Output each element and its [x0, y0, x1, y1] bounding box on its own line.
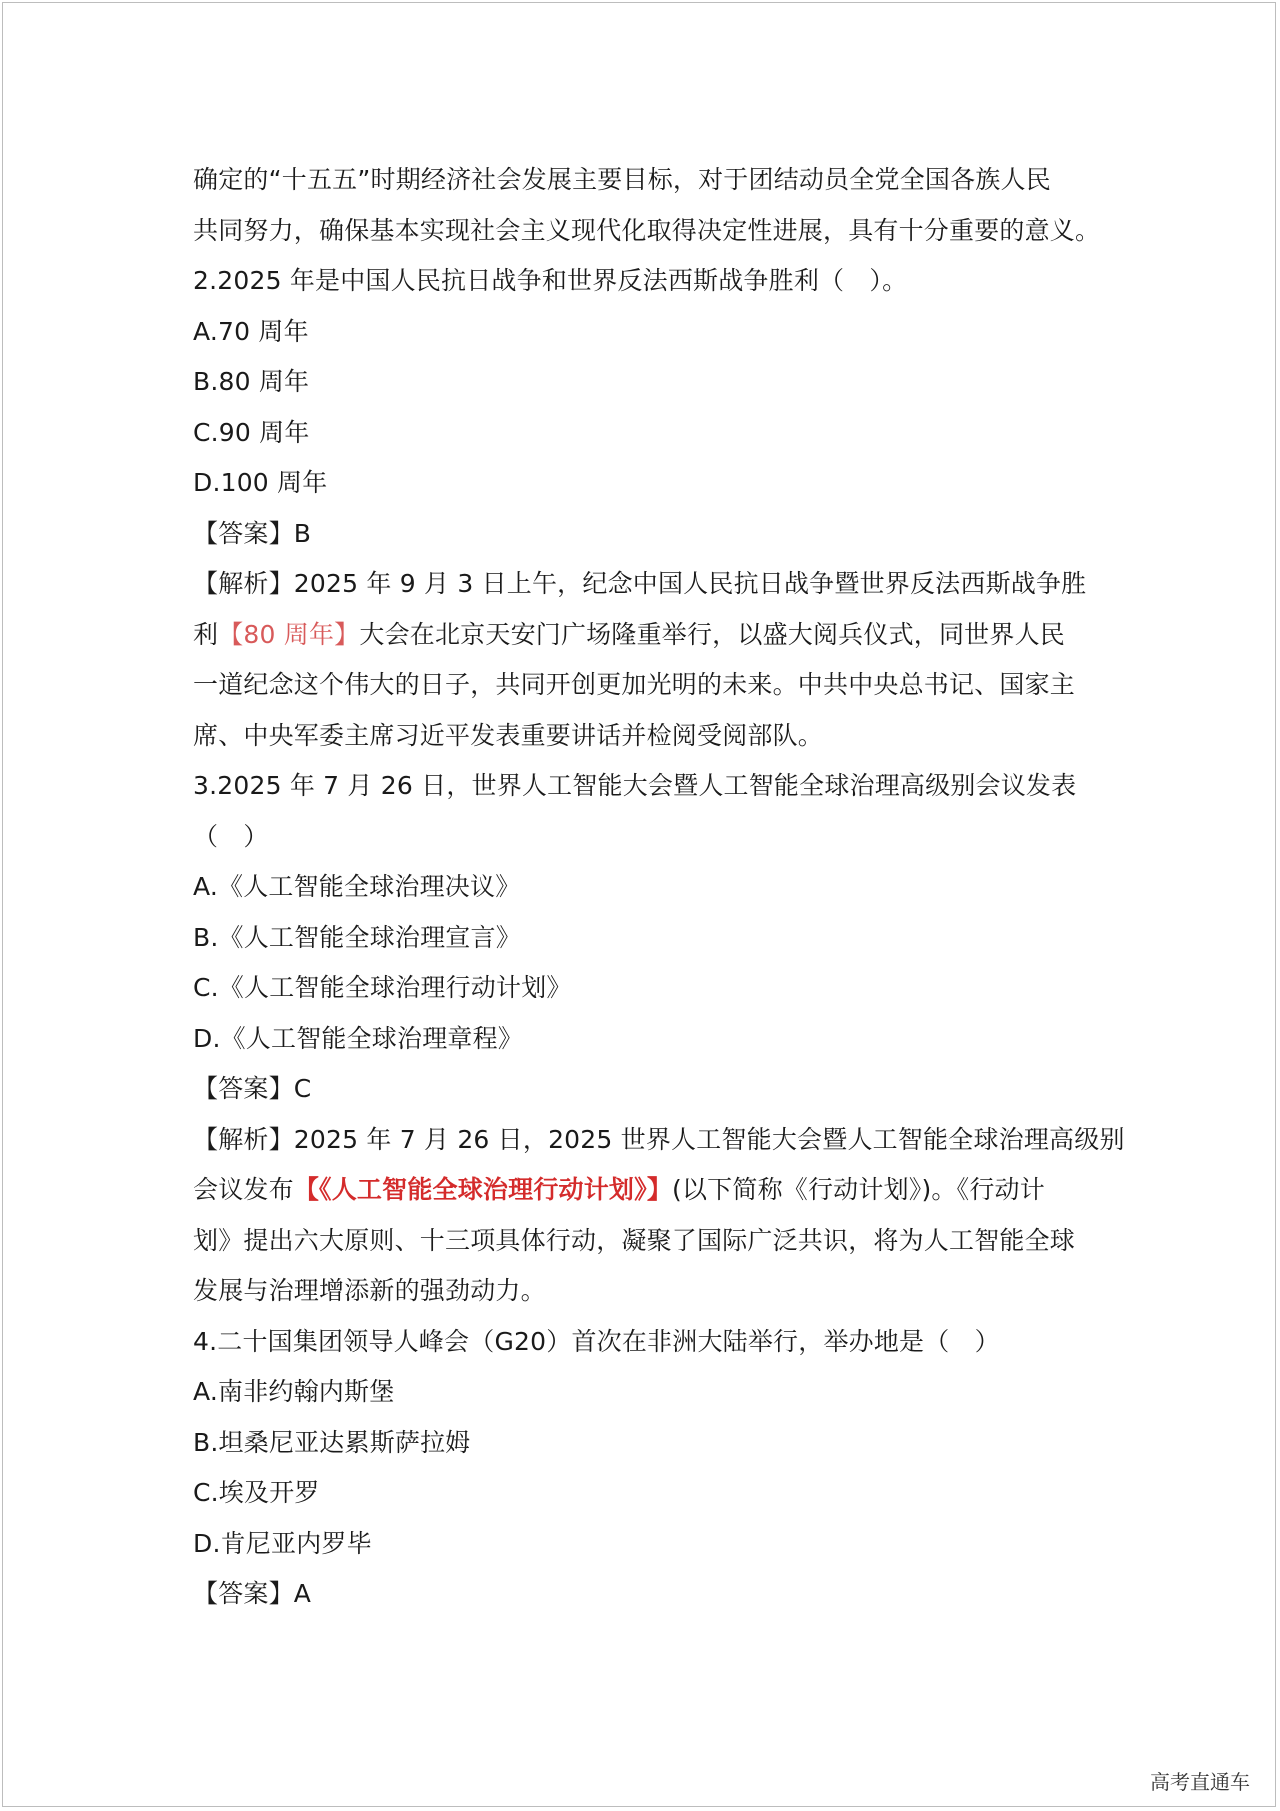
question-4-answer: 【答案】A [193, 1579, 312, 1608]
question-3-option-d: D.《人工智能全球治理章程》 [193, 1023, 523, 1053]
question-3-line-1: 3.2025 年 7 月 26 日，世界人工智能大会暨人工智能全球治理高级别会议发表 [193, 771, 1077, 800]
intro-line-1: 确定的“十五五”时期经济社会发展主要目标，对于团结动员全党全国各族人民 [193, 165, 1051, 194]
question-4: 4.二十国集团领导人峰会（G20）首次在非洲大陆举行，举办地是（ ） [193, 1326, 1000, 1356]
intro-line-2: 共同努力，确保基本实现社会主义现代化取得决定性进展，具有十分重要的意义。 [193, 215, 1101, 245]
question-4-option-c: C.埃及开罗 [193, 1478, 320, 1507]
question-2-option-a: A.70 周年 [193, 316, 309, 346]
analysis-text: 会议发布 [193, 1175, 294, 1204]
question-2-analysis-line-3: 一道纪念这个伟大的日子，共同开创更加光明的未来。中共中央总书记、国家主 [193, 670, 1076, 699]
analysis-text: 利 [193, 619, 219, 649]
question-2-option-b: B.80 周年 [193, 367, 310, 396]
document-body [193, 155, 1125, 1620]
question-3-answer: 【答案】C [193, 1074, 312, 1103]
question-3-analysis-line-1: 【解析】2025 年 7 月 26 日，2025 世界人工智能大会暨人工智能全球治理高级别 [193, 1124, 1125, 1154]
question-3-analysis-line-2 [193, 1165, 1088, 1216]
question-3-option-a: A.《人工智能全球治理决议》 [193, 872, 521, 901]
analysis-highlight: 【80 周年】 [218, 619, 360, 649]
question-2: 2.2025 年是中国人民抗日战争和世界反法西斯战争胜利（ ）。 [193, 266, 908, 295]
question-2-option-c: C.90 周年 [193, 417, 310, 447]
question-3-analysis-line-3: 划》提出六大原则、十三项具体行动，凝聚了国际广泛共识，将为人工智能全球 [193, 1225, 1076, 1255]
question-2-answer: 【答案】B [193, 518, 312, 548]
analysis-text: 大会在北京天安门广场隆重举行，以盛大阅兵仪式，同世界人民 [359, 619, 1065, 649]
watermark: 高考直通车 [1150, 1770, 1250, 1794]
question-2-option-d: D.100 周年 [193, 468, 328, 497]
analysis-highlight: 【《人工智能全球治理行动计划》】 [293, 1175, 673, 1204]
question-2-analysis-line-2 [193, 610, 1088, 661]
question-4-option-b: B.坦桑尼亚达累斯萨拉姆 [193, 1427, 471, 1457]
analysis-text: (以下简称《行动计划》)。《行动计 [672, 1175, 1045, 1204]
question-3-option-b: B.《人工智能全球治理宣言》 [193, 922, 521, 952]
question-2-analysis-line-1: 【解析】2025 年 9 月 3 日上午，纪念中国人民抗日战争暨世界反法西斯战争胜 [193, 569, 1087, 598]
question-3-analysis-line-4: 发展与治理增添新的强劲动力。 [193, 1276, 546, 1305]
question-4-option-a: A.南非约翰内斯堡 [193, 1377, 395, 1406]
question-3-line-2: （ ） [193, 821, 269, 851]
question-3-option-c: C.《人工智能全球治理行动计划》 [193, 973, 572, 1002]
question-4-option-d: D.肯尼亚内罗毕 [193, 1528, 372, 1558]
question-2-analysis-line-4: 席、中央军委主席习近平发表重要讲话并检阅受阅部队。 [193, 720, 824, 750]
